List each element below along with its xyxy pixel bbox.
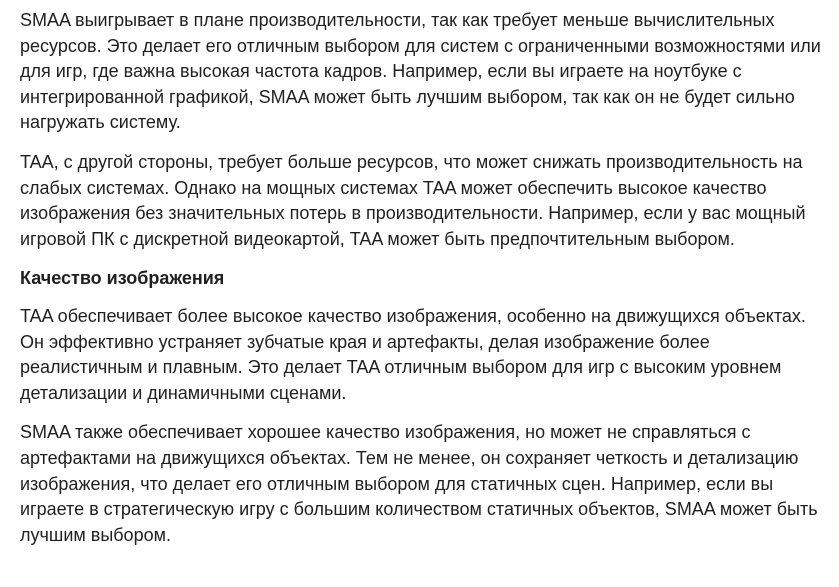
paragraph-taa-performance: TAA, с другой стороны, требует больше ресурсов, что может снижать производительность на слабых системах. Однако на мощных системах TAA может обеспечить высокое качество изображения без значительных потерь в производительности. Например, если у вас мощный игровой ПК с дискретной видеокартой, TAA может быть предпочтительным выбором. — [20, 151, 806, 249]
section-heading-image-quality: Качество изображения — [20, 268, 225, 289]
paragraph-smaa-quality: SMAA также обеспечивает хорошее качество изображения, но может не справляться с артефактами на движущихся объектах. Тем не менее, он сохраняет четкость и детализацию изображения, что делает его отличным выбором для статичных сцен. Например, если вы играете в стратегическую игру с большим количеством статичных объектов, SMAA может быть лучшим выбором. — [20, 422, 818, 545]
paragraph-taa-quality: TAA обеспечивает более высокое качество изображения, особенно на движущихся объектах. Он эффективно устраняет зубчатые края и артефакты, делая изображение более реалистичным и плавным. Это делает TAA отличным выбором для игр с высоким уровнем детализации и динамичными сценами. — [20, 305, 806, 403]
paragraph-smaa-performance: SMAA выигрывает в плане производительности, так как требует меньше вычислительных ресурсов. Это делает его отличным выбором для систем с ограниченными возможностями или для игр, где важна высокая частота кадров. Например, если вы играете на ноутбуке с интегрированной графикой, SMAA может быть лучшим выбором, так как он не будет сильно нагружать систему. — [20, 10, 821, 133]
